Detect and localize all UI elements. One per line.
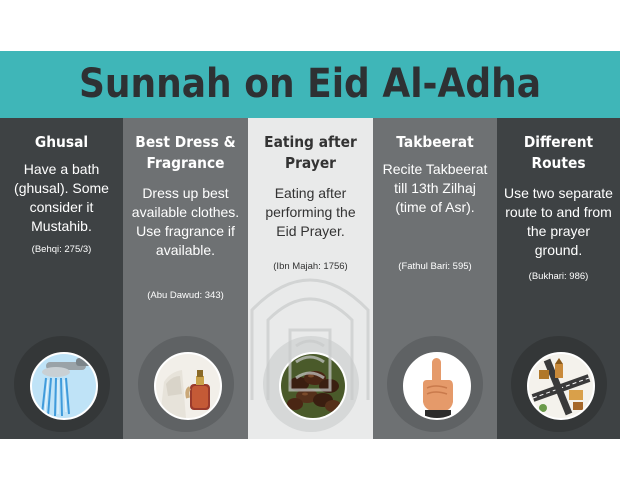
sunnah-columns: [0, 118, 620, 439]
shower-icon: [30, 352, 98, 420]
column-eating-after-prayer: [248, 118, 373, 439]
column-reference: (Bukhari: 986): [528, 271, 589, 282]
icon-ring: [14, 336, 110, 432]
column-heading: Different Routes: [523, 133, 594, 172]
raised-finger-icon: [403, 352, 471, 420]
column-ghusal: [0, 118, 123, 439]
routes-map-icon: [527, 352, 595, 420]
title-banner: [0, 51, 620, 118]
column-text: Use two separate route to and from the prayer ground.: [504, 185, 613, 258]
column-takbeerat: [373, 118, 497, 439]
column-heading: Takbeerat: [396, 133, 474, 151]
column-text: Eating after performing the Eid Prayer.: [265, 185, 356, 239]
column-text: Recite Takbeerat till 13th Zilhaj (time of Asr).: [382, 161, 488, 215]
column-heading: Best Dress & Fragrance: [135, 133, 236, 172]
icon-ring: [511, 336, 607, 432]
page-title: Sunnah on Eid Al-Adha: [78, 61, 542, 107]
column-different-routes: [497, 118, 620, 439]
column-heading: Eating after Prayer: [264, 133, 357, 172]
column-text: Have a bath (ghusal). Some consider it Mustahib.: [14, 161, 109, 234]
icon-ring: [138, 336, 234, 432]
column-reference: (Fathul Bari: 595): [398, 261, 472, 272]
dates-icon: [279, 352, 347, 420]
icon-ring: [263, 336, 359, 432]
icon-ring: [387, 336, 483, 432]
column-heading: Ghusal: [34, 133, 89, 151]
column-reference: (Abu Dawud: 343): [147, 290, 224, 301]
bottom-margin: [0, 439, 620, 490]
column-reference: (Ibn Majah: 1756): [273, 261, 348, 272]
column-text: Dress up best available clothes. Use fragrance if available.: [131, 185, 240, 258]
column-best-dress: [123, 118, 248, 439]
column-reference: (Behqi: 275/3): [31, 244, 92, 255]
perfume-icon: [154, 352, 222, 420]
